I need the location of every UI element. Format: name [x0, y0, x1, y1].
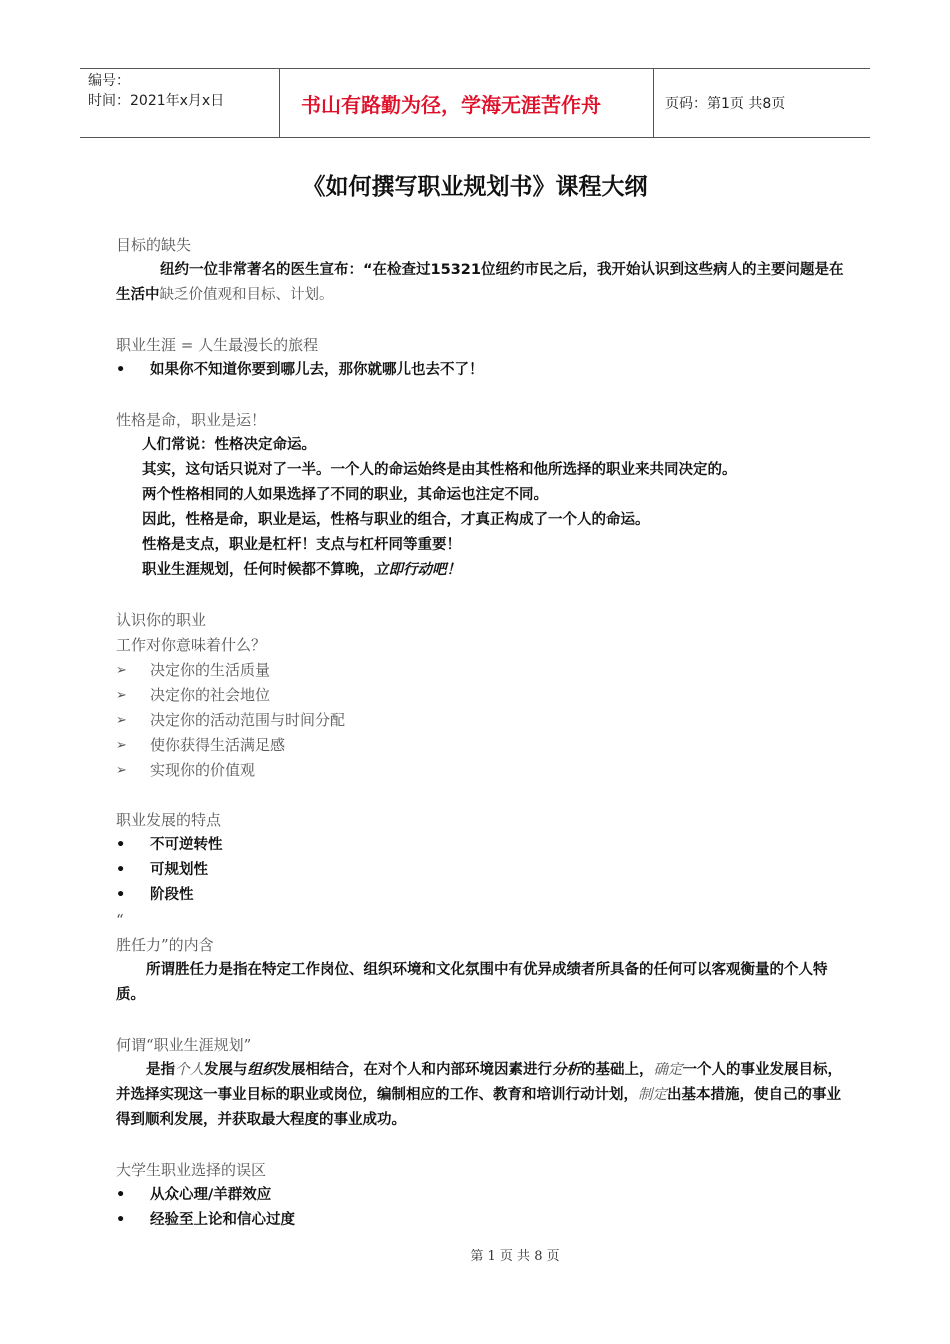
list-item: ➢ 使你获得生活满足感 [116, 733, 846, 758]
document-title: 《如何撰写职业规划书》课程大纲 [302, 174, 648, 200]
text-normal: 缺乏价值观和目标、计划。 [159, 287, 334, 303]
section-heading: 胜任力”的内含 [116, 936, 214, 954]
list-item: ➢ 决定你的社会地位 [116, 683, 846, 708]
time-label: 时间：2021年x月x日 [88, 93, 225, 109]
text-italic: 制定 [638, 1087, 667, 1103]
text-line: 人们常说：性格决定命运。 [142, 437, 316, 453]
section-heading: 认识你的职业 [116, 611, 207, 629]
text-italic: 确定 [653, 1062, 683, 1078]
list-item: • 阶段性 [116, 883, 846, 908]
text-italic: 组织 [247, 1062, 277, 1078]
text-bold: 发展相结合，在对个人和内部环境因素进行 [276, 1062, 552, 1078]
header-page-info: 页码：第1页 共8页 [665, 96, 786, 112]
section-heading: 目标的缺失 [116, 236, 192, 254]
text-bold: 一个人的事业发展目标，并选择实现这一事业目标的职业或岗位，编制相应的工作、教育和培训行动计划， [116, 1062, 842, 1103]
paragraph [116, 258, 846, 308]
section-heading: 职业发展的特点 [116, 811, 222, 829]
number-label: 编号： [88, 73, 130, 89]
section-heading: 何谓“职业生涯规划” [116, 1036, 252, 1054]
header-meta [80, 69, 280, 137]
list-item: ➢ 决定你的生活质量 [116, 658, 846, 683]
list-item: ➢ 决定你的活动范围与时间分配 [116, 708, 846, 733]
text-bold: 职业生涯规划，任何时候都不算晚， [142, 562, 374, 578]
list-item: • 不可逆转性 [116, 833, 846, 858]
text-line: 性格是支点，职业是杠杆！支点与杠杆同等重要！ [142, 537, 461, 553]
text-bold: 发展与 [204, 1062, 248, 1078]
text-bold: 纽约一位非常著名的医生宣布：“在检查过15321位纽约市民之后，我开始认识到这些病人的主要问题是在生活中 [116, 262, 844, 303]
text-line: 因此，性格是命，职业是运，性格与职业的组合，才真正构成了一个人的命运。 [142, 512, 650, 528]
text-italic: 个人 [175, 1062, 204, 1078]
page-header [80, 68, 870, 138]
list-item: ➢ 实现你的价值观 [116, 758, 846, 783]
section-heading: 性格是命，职业是运！ [116, 411, 267, 429]
section-heading: 大学生职业选择的误区 [116, 1161, 267, 1179]
list-item: • 如果你不知道你要到哪儿去，那你就哪儿也去不了！ [116, 358, 846, 383]
header-motto: 书山有路勤为径，学海无涯苦作舟 [281, 69, 654, 137]
document-body [116, 233, 846, 1233]
text-italic: 立即行动吧！ [374, 562, 461, 578]
text-bold: 出基本措施，使自己的事业得到顺利发展，并获取最大程度的事业成功。 [116, 1087, 841, 1128]
quote-mark: “ [116, 911, 124, 929]
paragraph: 所谓胜任力是指在特定工作岗位、组织环境和文化氛围中有优异成绩者所具备的任何可以客观衡量的个人特质。 [116, 962, 828, 1003]
list-item: • 从众心理/羊群效应 [116, 1183, 846, 1208]
section-heading: 职业生涯 = 人生最漫长的旅程 [116, 336, 319, 354]
text-bold: 的基础上， [581, 1062, 654, 1078]
list-item: • 经验至上论和信心过度 [116, 1208, 846, 1233]
text-line: 两个性格相同的人如果选择了不同的职业，其命运也注定不同。 [142, 487, 548, 503]
text-line [116, 558, 846, 583]
text-italic: 分析 [552, 1062, 581, 1078]
section-subheading: 工作对你意味着什么？ [116, 636, 267, 654]
text-line: 其实，这句话只说对了一半。一个人的命运始终是由其性格和他所选择的职业来共同决定的。 [142, 462, 737, 478]
list-item: • 可规划性 [116, 858, 846, 883]
page-footer: 第 1 页 共 8 页 [470, 1249, 560, 1264]
paragraph [116, 1058, 846, 1133]
text-bold: 是指 [146, 1062, 175, 1078]
